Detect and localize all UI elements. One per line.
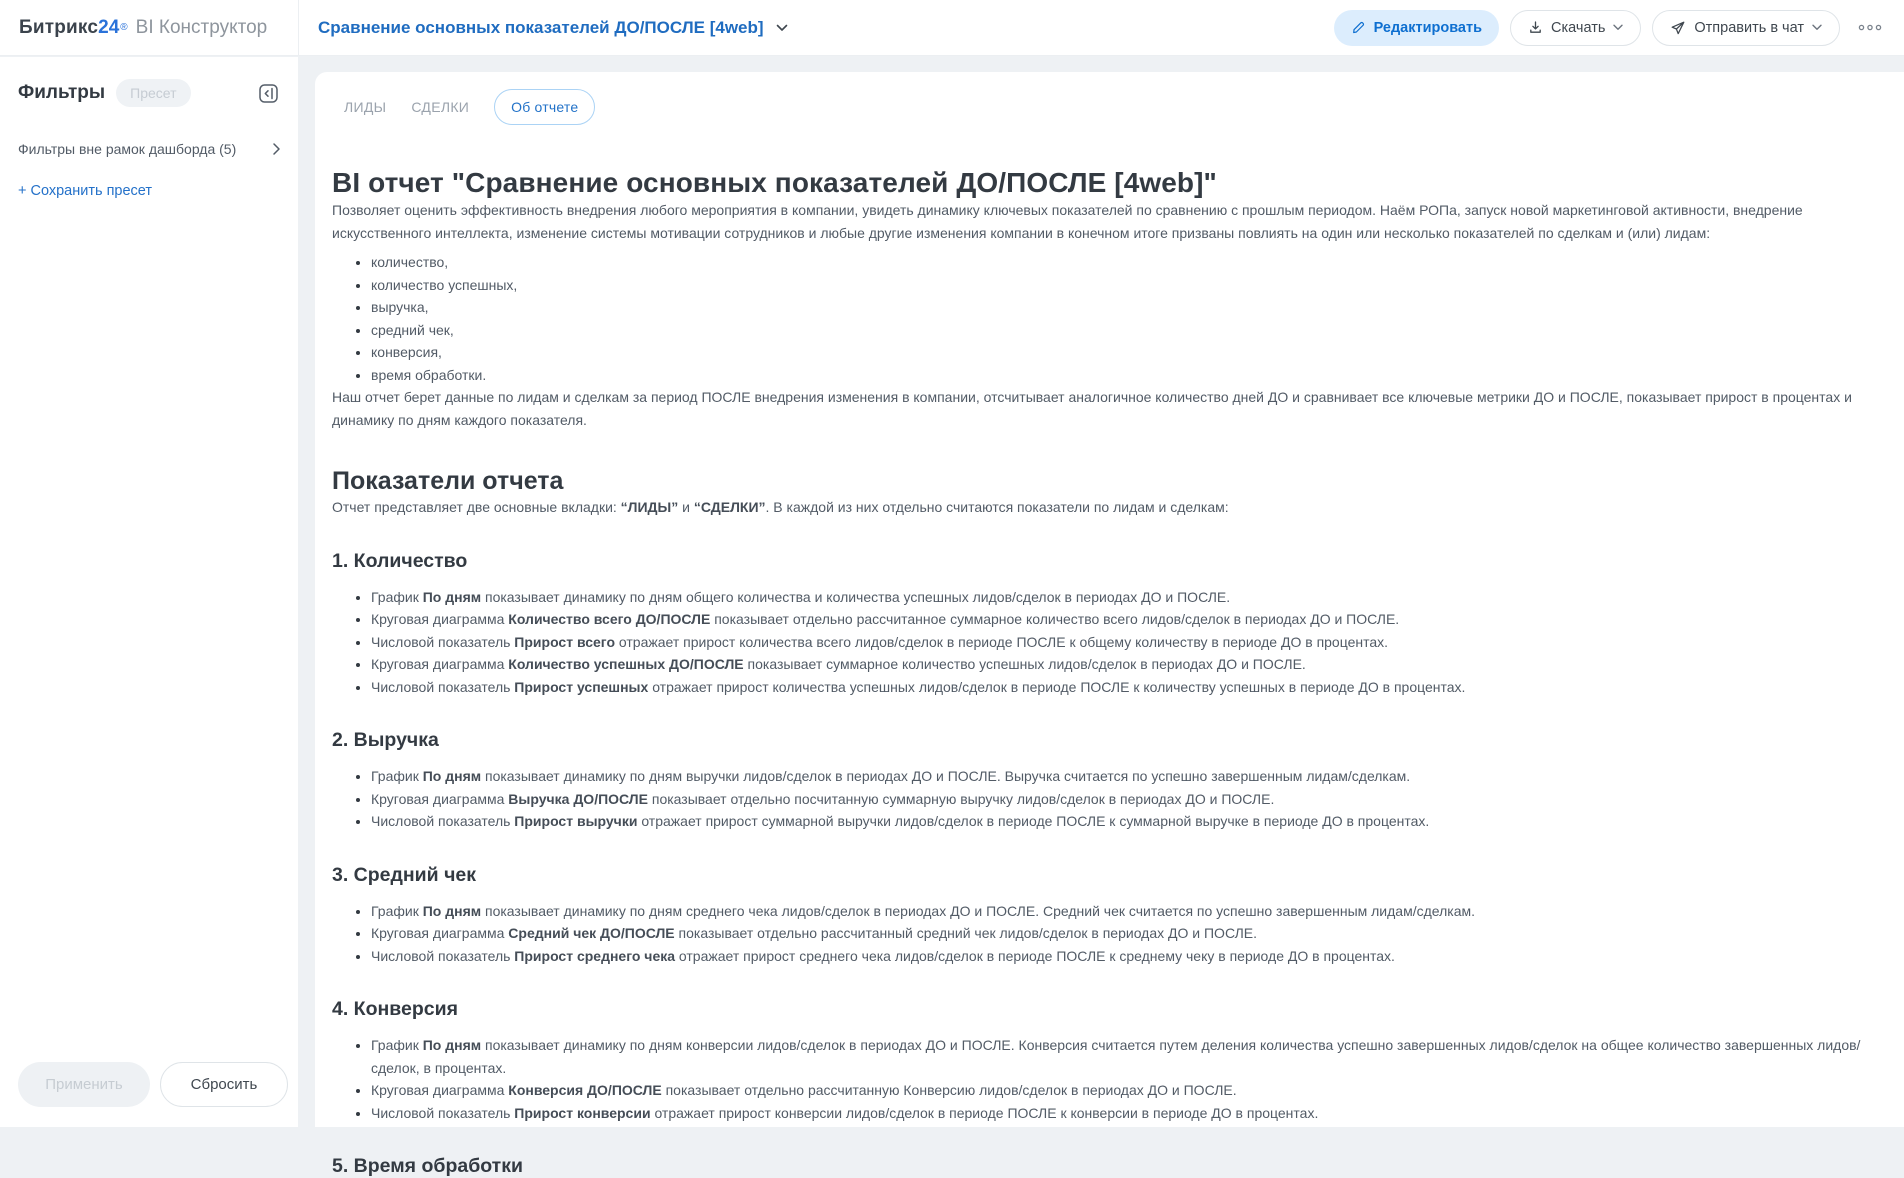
tab-about-report[interactable]: Об отчете [494,89,595,125]
chevron-down-icon [776,24,788,32]
apply-button[interactable]: Применить [18,1062,150,1107]
out-of-scope-filters-row[interactable] [18,141,280,157]
bullet-item: • График По дням показывает динамику по дням конверсии лидов/сделок в периодах ДО и ПОСЛЕ. Конверсия считается путем деления количества успешно завершенных лидов/сделок на общее количество завершенных лидов/сделок, в процентах. [371,1034,1864,1079]
logo-brand-text: Битрикс [19,17,98,39]
ellipsis-icon [1857,23,1883,32]
bullet-item: • Числовой показатель Прирост всего отражает прирост количества всего лидов/сделок в периоде ПОСЛЕ к общему количеству в периоде ДО в процентах. [371,631,1864,654]
subsection-bullet-list [332,1034,1864,1124]
bullet-item: • Круговая диаграмма Средний чек ДО/ПОСЛЕ показывает отдельно рассчитанный средний чек лидов/сделок в периодах ДО и ПОСЛЕ. [371,922,1864,945]
page-title: BI отчет "Сравнение основных показателей ДО/ПОСЛЕ [4web]" [332,167,1864,199]
logo-24-text: 24 [98,17,119,39]
bullet-item: • время обработки. [371,364,1864,387]
collapse-panel-icon [259,84,278,103]
subsection-title: 3. Средний чек [332,864,1864,887]
download-button[interactable] [1510,10,1641,46]
bullet-item: • График По дням показывает динамику по дням среднего чека лидов/сделок в периодах ДО и ПОСЛЕ. Средний чек считается по успешно завершенным лидам/сделкам. [371,900,1864,923]
registered-mark-icon: ® [120,22,127,33]
about-report-article [332,167,1864,1178]
sidebar-header [18,79,280,107]
subsection-bullet-list [332,765,1864,833]
bullet-item: • средний чек, [371,319,1864,342]
out-of-scope-filters-label: Фильтры вне рамок дашборда (5) [18,141,236,157]
bullet-item: • выручка, [371,296,1864,319]
edit-button[interactable] [1334,10,1499,46]
logo-suffix-text: BI Конструктор [136,17,268,39]
bullet-item: • Круговая диаграмма Количество всего ДО/ПОСЛЕ показывает отдельно рассчитанное суммарное количество всего лидов/сделок в периодах ДО и ПОСЛЕ. [371,608,1864,631]
subsection-title: 2. Выручка [332,729,1864,752]
subsection-title: 5. Время обработки [332,1155,1864,1178]
subsections [332,550,1864,1178]
bullet-item: • Круговая диаграмма Количество успешных ДО/ПОСЛЕ показывает суммарное количество успешных лидов/сделок в периодах ДО и ПОСЛЕ. [371,653,1864,676]
chevron-down-icon [1812,24,1822,31]
download-icon [1528,20,1543,35]
chevron-down-icon [1613,24,1623,31]
filters-title: Фильтры [18,82,105,104]
chevron-right-icon [273,143,280,155]
edit-button-label: Редактировать [1374,20,1482,36]
reset-button[interactable]: Сбросить [160,1062,288,1107]
send-to-chat-button-label: Отправить в чат [1694,20,1804,36]
report-title: Сравнение основных показателей ДО/ПОСЛЕ [4web] [318,18,764,38]
intro-bullet-list [332,251,1864,386]
subsection-title: 1. Количество [332,550,1864,573]
send-icon [1670,20,1686,36]
collapse-sidebar-button[interactable] [257,82,280,105]
metrics-intro-paragraph: Отчет представляет две основные вкладки: “ЛИДЫ” и “СДЕЛКИ”. В каждой из них отдельно считаются показатели по лидам и сделкам: [332,496,1864,519]
bullet-item: • Круговая диаграмма Конверсия ДО/ПОСЛЕ показывает отдельно рассчитанную Конверсию лидов/сделок в периодах ДО и ПОСЛЕ. [371,1079,1864,1102]
bullet-item: • График По дням показывает динамику по дням общего количества и количества успешных лидов/сделок в периодах ДО и ПОСЛЕ. [371,586,1864,609]
topbar [0,0,1904,56]
subsection-bullet-list [332,900,1864,968]
bullet-item: • График По дням показывает динамику по дням выручки лидов/сделок в периодах ДО и ПОСЛЕ. Выручка считается по успешно завершенным лидам/сделкам. [371,765,1864,788]
pencil-icon [1351,20,1366,35]
tabs [344,89,1864,125]
filters-sidebar [0,57,298,1127]
preset-badge: Пресет [116,79,190,107]
bullet-item: • количество успешных, [371,274,1864,297]
subsection-title: 4. Конверсия [332,998,1864,1021]
tab-leads[interactable]: ЛИДЫ [344,90,386,124]
more-menu-button[interactable] [1855,19,1885,36]
sidebar-footer [18,1062,288,1107]
tab-deals[interactable]: СДЕЛКИ [411,90,469,124]
bullet-item: • Числовой показатель Прирост среднего чека отражает прирост среднего чека лидов/сделок в периоде ПОСЛЕ к среднему чеку в периоде ДО в процентах. [371,945,1864,968]
after-intro-paragraph: Наш отчет берет данные по лидам и сделкам за период ПОСЛЕ внедрения изменения в компании, отсчитывает аналогичное количество дней ДО и сравнивает все ключевые метрики ДО и ПОСЛЕ, показывает прирост в процентах и динамику по дням каждого показателя. [332,386,1864,431]
bullet-item: • Числовой показатель Прирост успешных отражает прирост количества успешных лидов/сделок в периоде ПОСЛЕ к количеству успешных в периоде ДО в процентах. [371,676,1864,699]
report-title-dropdown[interactable] [299,18,788,38]
download-button-label: Скачать [1551,20,1605,36]
save-preset-link[interactable]: + Сохранить пресет [18,183,152,199]
report-card [315,72,1904,1127]
bullet-item: • Числовой показатель Прирост конверсии отражает прирост конверсии лидов/сделок в периоде ПОСЛЕ к конверсии в периоде ДО в процентах. [371,1102,1864,1125]
bullet-item: • Числовой показатель Прирост выручки отражает прирост суммарной выручки лидов/сделок в периоде ПОСЛЕ к суммарной выручке в периоде ДО в процентах. [371,810,1864,833]
metrics-section-title: Показатели отчета [332,467,1864,496]
bullet-item: • количество, [371,251,1864,274]
bullet-item: • конверсия, [371,341,1864,364]
subsection-bullet-list [332,586,1864,699]
bullet-item: • Круговая диаграмма Выручка ДО/ПОСЛЕ показывает отдельно посчитанную суммарную выручку лидов/сделок в периодах ДО и ПОСЛЕ. [371,788,1864,811]
topbar-actions [1334,10,1904,46]
send-to-chat-button[interactable] [1652,10,1840,46]
intro-paragraph: Позволяет оценить эффективность внедрения любого мероприятия в компании, увидеть динамику ключевых показателей по сравнению с прошлым периодом. Наём РОПа, запуск новой маркетинговой активности, внедрение искусственного интеллекта, изменение системы мотивации сотрудников и любые другие изменения компании в конечном итоге призваны повлиять на один или несколько показателей по сделкам и (или) лидам: [332,199,1864,244]
app-logo [0,17,298,39]
